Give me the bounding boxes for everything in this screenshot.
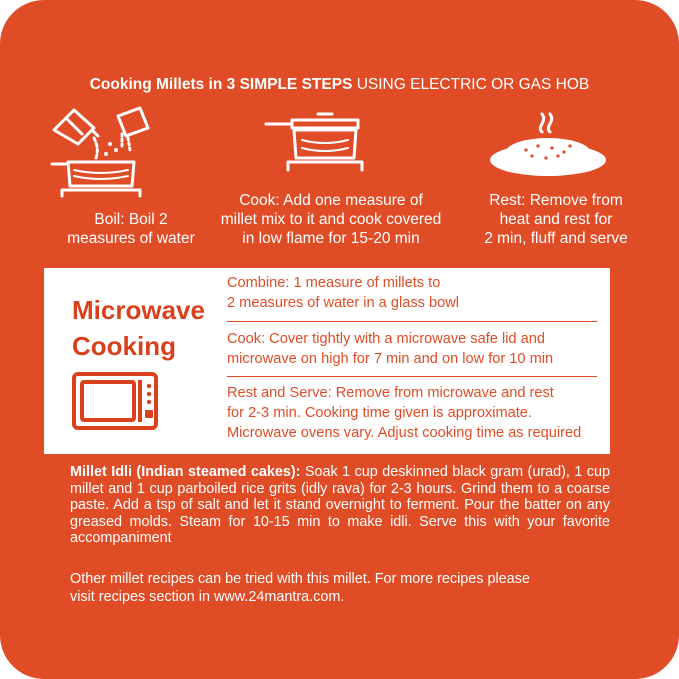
steps-heading-bold: Cooking Millets in 3 SIMPLE STEPS [89, 76, 353, 93]
microwave-title [72, 292, 222, 364]
boiling-pot-icon [48, 104, 172, 200]
step-boil-line: measures of water [67, 230, 195, 247]
recipe-title: Millet Idli (Indian steamed cakes): [70, 464, 301, 480]
covered-pot-icon [262, 110, 382, 174]
step-rest-line: Rest: Remove from [489, 192, 623, 209]
microwave-step-line: 2 measures of water in a glass bowl [227, 295, 459, 311]
step-rest-line: 2 min, fluff and serve [484, 230, 628, 247]
microwave-section [44, 268, 610, 454]
step-cook-line: in low flame for 15-20 min [242, 230, 420, 247]
step-boil-caption [46, 210, 216, 248]
served-plate-icon [486, 110, 610, 180]
divider [227, 376, 597, 377]
microwave-step-combine [227, 273, 597, 313]
step-cook-line: millet mix to it and cook covered [220, 211, 442, 228]
microwave-step-line: Rest and Serve: Remove from microwave and rest [227, 385, 554, 401]
other-recipes-line: visit recipes section in www.24mantra.com. [70, 589, 345, 605]
microwave-instructions [227, 268, 610, 454]
microwave-step-line: Combine: 1 measure of millets to [227, 275, 441, 291]
microwave-title-line: Microwave [72, 295, 205, 325]
steps-heading [0, 76, 679, 94]
step-cook-line: Cook: Add one measure of [239, 192, 423, 209]
millet-idli-recipe [70, 464, 610, 547]
other-recipes-note [70, 570, 610, 606]
step-boil-line: Boil: Boil 2 [94, 211, 168, 228]
microwave-step-cook [227, 329, 597, 369]
other-recipes-line: Other millet recipes can be tried with this millet. For more recipes please [70, 571, 530, 587]
recipe-text: Soak 1 cup deskinned black gram (urad), 1 cup millet and 1 cup parboiled rice grits (idly rava) for 2-3 hours. Grind them to a coarse paste. Add a tsp of salt and let it stand overnight to ferment. Pour the batter on any greased molds. Steam for 10-15 min to make idli. Serve this with your favorite accompaniment [70, 464, 610, 547]
divider [227, 321, 597, 322]
microwave-step-line: Cook: Cover tightly with a microwave safe lid and [227, 331, 545, 347]
microwave-step-line: for 2-3 min. Cooking time given is approximate. [227, 405, 532, 421]
microwave-title-line: Cooking [72, 331, 176, 361]
microwave-step-line: microwave on high for 7 min and on low for 10 min [227, 351, 554, 367]
microwave-oven-icon [72, 372, 158, 430]
step-rest-line: heat and rest for [499, 211, 613, 228]
microwave-step-line: Microwave ovens vary. Adjust cooking time as required [227, 425, 582, 441]
microwave-step-rest [227, 383, 597, 443]
step-cook-caption [196, 191, 466, 248]
step-rest-caption [458, 191, 654, 248]
steps-heading-regular: USING ELECTRIC OR GAS HOB [352, 76, 590, 93]
